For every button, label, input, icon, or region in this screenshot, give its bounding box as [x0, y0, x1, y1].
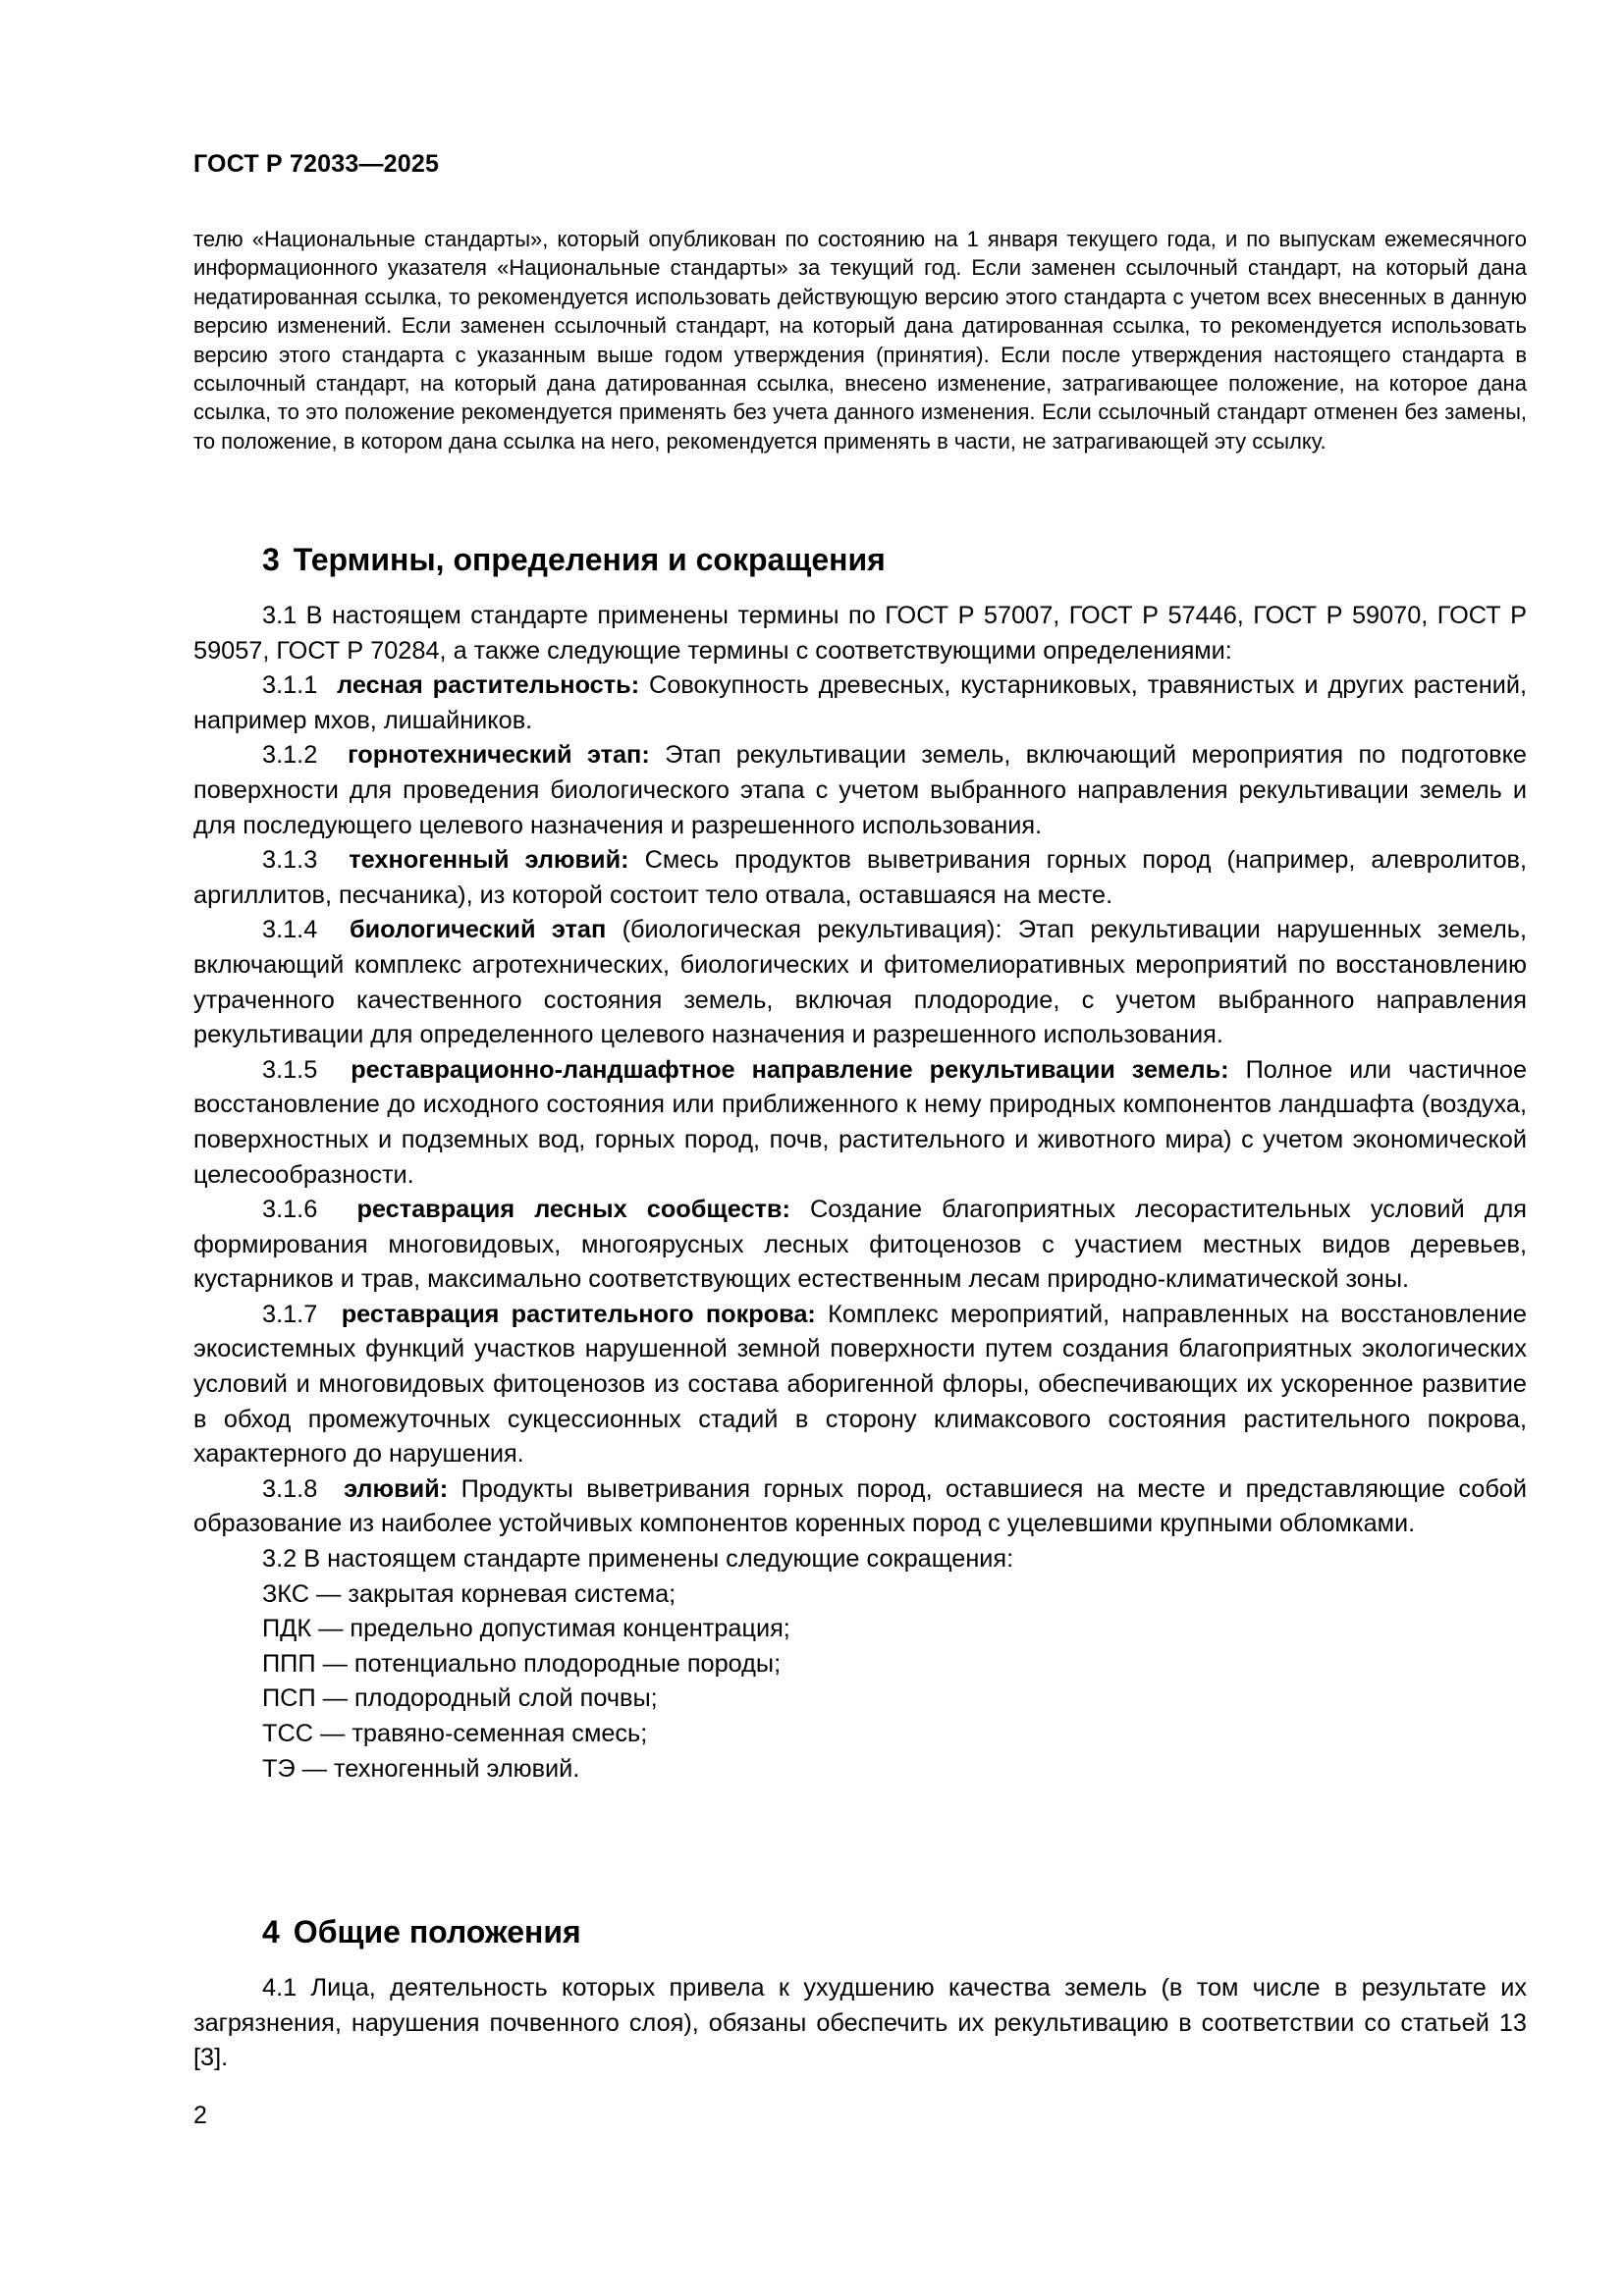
term-3-1-5: [193, 1053, 1527, 1193]
term-number: 3.1.8: [262, 1474, 318, 1503]
paragraph-4-1: 4.1 Лица, деятельность которых привела к ухудшению качества земель (в том числе в результате их загрязнения, нарушения почвенного слоя), обязаны обеспечить их рекультивацию в соответствии со статьей 13 [3].: [193, 1974, 1527, 2072]
section-3-title: Термины, определения и сокращения: [293, 542, 886, 577]
term-title: реставрация лесных сообществ:: [356, 1196, 790, 1224]
abbreviation-item: ЗКС — закрытая корневая система;: [262, 1579, 677, 1608]
term-title: лесная растительность:: [337, 671, 640, 700]
intro-paragraph: телю «Национальные стандарты», который опубликован по состоянию на 1 января текущего года, и по выпускам ежемесячного информационного указателя «Национальные стандарты» за текущий год. Если заменен ссылочный стандарт, на который дана недатированная ссылка, то рекомендуется использовать действующую версию этого стандарта с учетом всех внесенных в данную версию изменений. Если заменен ссылочный стандарт, на который дана датированная ссылка, то рекомендуется использовать версию этого стандарта с указанным выше годом утверждения (принятия). Если после утверждения настоящего стандарта в ссылочный стандарт, на который дана датированная ссылка, внесено изменение, затрагивающее положение, на которое дана ссылка, то это положение рекомендуется применять без учета данного изменения. Если ссылочный стандарт отменен без замены, то положение, в котором дана ссылка на него, рекомендуется применять в части, не затрагивающей эту ссылку.: [193, 227, 1527, 454]
abbreviation-item: ТСС — травяно-семенная смесь;: [262, 1720, 648, 1747]
term-title: реставрация растительного покрова:: [341, 1300, 816, 1328]
abbreviation-item: ПДК — предельно допустимая концентрация;: [262, 1615, 790, 1643]
term-definition: Совокупность древесных, кустарниковых, травянистых и других растений, например мхов, лишайников.: [193, 671, 1527, 734]
term-definition: Комплекс мероприятий, направленных на восстановление экосистемных функций участков нарушенной земной поверхности путем создания благоприятных экологических условий и многовидовых фитоценозов из состава аборигенной флоры, обеспечивающих их ускоренное развитие в обход промежуточных сукцессионных стадий в сторону климаксового состояния растительного покрова, характерного до нарушения.: [193, 1300, 1527, 1468]
term-title: биологический этап: [349, 916, 607, 944]
section-4-title: Общие положения: [293, 1914, 581, 1949]
section-3-body: [193, 599, 1527, 1787]
term-qualifier: (биологическая рекультивация):: [606, 916, 1002, 944]
section-3-number: 3: [262, 542, 280, 577]
paragraph-3-1: 3.1 В настоящем стандарте применены термины по ГОСТ Р 57007, ГОСТ Р 57446, ГОСТ Р 59070, ГОСТ Р 59057, ГОСТ Р 70284, а также следующие термины с соответствующими определениями:: [193, 602, 1527, 665]
term-definition: Полное или частичное восстановление до исходного состояния или приближенного к нему природных компонентов ландшафта (воздуха, поверхностных и подземных вод, горных пород, почв, растительного и животного мира) с учетом экономической целесообразности.: [193, 1055, 1528, 1189]
term-3-1-3: [193, 843, 1527, 913]
term-title: техногенный элювий:: [349, 846, 629, 875]
term-number: 3.1.6: [262, 1196, 318, 1224]
term-number: 3.1.1: [262, 671, 318, 700]
term-3-1-8: [193, 1472, 1527, 1542]
term-number: 3.1.5: [262, 1055, 318, 1084]
section-4-body: [193, 1971, 1527, 2076]
section-4-number: 4: [262, 1914, 280, 1949]
term-3-1-4: [193, 913, 1527, 1052]
term-definition: Этап рекультивации нарушенных земель, включающий комплекс агротехнических, биологических и фитомелиоративных мероприятий по восстановлению утраченного качественного состояния земель, включая плодородие, с учетом выбранного направления рекультивации для определенного целевого назначения и разрешенного использования.: [193, 916, 1527, 1049]
term-title: горнотехнический этап:: [348, 741, 650, 770]
term-3-1-2: [193, 738, 1527, 843]
term-3-1-7: [193, 1298, 1527, 1472]
abbreviation-item: ППП — потенциально плодородные породы;: [262, 1649, 782, 1678]
term-title: реставрационно-ландшафтное направление рекультивации земель:: [351, 1055, 1229, 1084]
term-title: элювий:: [344, 1474, 449, 1503]
document-code-header: ГОСТ Р 72033—2025: [193, 150, 440, 178]
term-definition: Создание благоприятных лесорастительных условий для формирования многовидовых, многоярусных лесных фитоценозов с участием местных видов деревьев, кустарников и трав, максимально соответствующих естественным лесам природно-климатической зоны.: [193, 1196, 1527, 1294]
term-definition: Продукты выветривания горных пород, оставшиеся на месте и представляющие собой образование из наиболее устойчивых компонентов коренных пород с уцелевшими крупными обломками.: [193, 1474, 1528, 1538]
section-3-heading: [262, 542, 886, 578]
term-definition: Смесь продуктов выветривания горных пород (например, алевролитов, аргиллитов, песчаника), из которой состоит тело отвала, оставшаяся на месте.: [193, 846, 1528, 909]
abbreviation-item: ПСП — плодородный слой почвы;: [262, 1684, 658, 1713]
term-number: 3.1.4: [262, 916, 318, 944]
section-4-heading: [262, 1914, 581, 1950]
page-number: 2: [193, 2102, 207, 2129]
term-number: 3.1.3: [262, 846, 318, 875]
term-number: 3.1.2: [262, 741, 318, 770]
term-3-1-6: [193, 1193, 1527, 1298]
term-3-1-1: [193, 668, 1527, 738]
abbreviation-item: ТЭ — техногенный элювий.: [262, 1754, 580, 1783]
paragraph-3-2: 3.2 В настоящем стандарте применены следующие сокращения:: [262, 1545, 1014, 1574]
term-definition: Этап рекультивации земель, включающий мероприятия по подготовке поверхности для проведения биологического этапа с учетом выбранного направления рекультивации земель и для последующего целевого назначения и разрешенного использования.: [193, 741, 1527, 839]
term-number: 3.1.7: [262, 1300, 318, 1328]
